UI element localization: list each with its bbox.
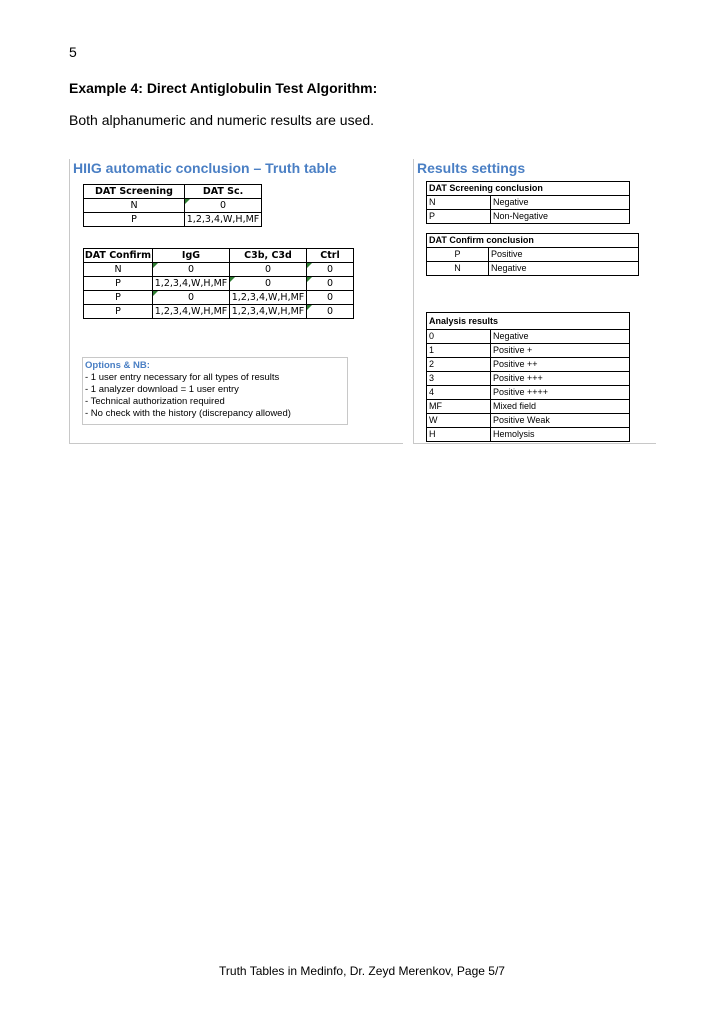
table-row bbox=[84, 277, 354, 291]
table-cell: N bbox=[427, 262, 489, 276]
dat-screening-conclusion-table bbox=[426, 181, 630, 224]
table-cell: 1,2,3,4,W,H,MF bbox=[153, 277, 230, 291]
table-cell: P bbox=[84, 291, 153, 305]
table-row bbox=[84, 305, 354, 319]
table-row bbox=[427, 262, 639, 276]
table-cell: 0 bbox=[307, 305, 354, 319]
analysis-results-table bbox=[426, 312, 630, 442]
table-row bbox=[427, 330, 630, 344]
table-header: DAT Confirm conclusion bbox=[427, 234, 639, 248]
table-cell: P bbox=[427, 248, 489, 262]
table-cell: Negative bbox=[491, 330, 630, 344]
table-row bbox=[427, 248, 639, 262]
table-cell: N bbox=[84, 263, 153, 277]
table-cell: Hemolysis bbox=[491, 428, 630, 442]
table-cell: 1,2,3,4,W,H,MF bbox=[230, 291, 307, 305]
dat-screening-truth-table bbox=[83, 184, 262, 227]
options-item: - 1 user entry necessary for all types of results bbox=[85, 372, 280, 383]
table-cell: H bbox=[427, 428, 491, 442]
table-row bbox=[427, 358, 630, 372]
col-header: DAT Screening bbox=[84, 185, 185, 199]
options-item: - Technical authorization required bbox=[85, 396, 225, 407]
table-cell: 0 bbox=[427, 330, 491, 344]
table-cell: P bbox=[84, 277, 153, 291]
truth-table-panel-title: HIIG automatic conclusion – Truth table bbox=[73, 160, 337, 176]
table-cell: 0 bbox=[307, 263, 354, 277]
intro-text: Both alphanumeric and numeric results are used. bbox=[69, 112, 375, 128]
table-row bbox=[427, 414, 630, 428]
table-cell: Positive ++++ bbox=[491, 386, 630, 400]
table-header: Analysis results bbox=[427, 313, 630, 330]
table-row bbox=[427, 386, 630, 400]
table-cell: Positive ++ bbox=[491, 358, 630, 372]
table-row bbox=[84, 263, 354, 277]
options-item: - No check with the history (discrepancy allowed) bbox=[85, 408, 291, 419]
table-cell: 1,2,3,4,W,H,MF bbox=[230, 305, 307, 319]
table-row bbox=[427, 372, 630, 386]
col-header: Ctrl bbox=[307, 249, 354, 263]
table-row bbox=[427, 196, 630, 210]
table-cell: P bbox=[84, 213, 185, 227]
table-cell: 0 bbox=[153, 263, 230, 277]
section-heading: Example 4: Direct Antiglobulin Test Algorithm: bbox=[69, 80, 378, 96]
results-settings-panel bbox=[413, 159, 656, 444]
table-cell: 2 bbox=[427, 358, 491, 372]
table-cell: Mixed field bbox=[491, 400, 630, 414]
table-cell: P bbox=[84, 305, 153, 319]
table-cell: P bbox=[427, 210, 491, 224]
table-row bbox=[84, 213, 262, 227]
table-cell: MF bbox=[427, 400, 491, 414]
table-cell: W bbox=[427, 414, 491, 428]
table-cell: 3 bbox=[427, 372, 491, 386]
col-header: IgG bbox=[153, 249, 230, 263]
table-row bbox=[427, 428, 630, 442]
table-cell: 0 bbox=[153, 291, 230, 305]
page-number: 5 bbox=[69, 44, 77, 60]
table-cell: Positive +++ bbox=[491, 372, 630, 386]
table-cell: Negative bbox=[489, 262, 639, 276]
options-item: - 1 analyzer download = 1 user entry bbox=[85, 384, 239, 395]
table-cell: N bbox=[84, 199, 185, 213]
table-cell: 1,2,3,4,W,H,MF bbox=[153, 305, 230, 319]
table-cell: 0 bbox=[230, 263, 307, 277]
options-title: Options & NB: bbox=[85, 360, 150, 371]
table-cell: Positive bbox=[489, 248, 639, 262]
dat-confirm-conclusion-table bbox=[426, 233, 639, 276]
results-settings-title: Results settings bbox=[417, 160, 526, 176]
table-cell: 0 bbox=[185, 199, 262, 213]
table-cell: 4 bbox=[427, 386, 491, 400]
table-header: DAT Screening conclusion bbox=[427, 182, 630, 196]
col-header: C3b, C3d bbox=[230, 249, 307, 263]
table-cell: 0 bbox=[307, 291, 354, 305]
table-cell: 0 bbox=[230, 277, 307, 291]
table-cell: Negative bbox=[491, 196, 630, 210]
dat-confirm-truth-table bbox=[83, 248, 354, 319]
table-cell: 0 bbox=[307, 277, 354, 291]
table-cell: Positive Weak bbox=[491, 414, 630, 428]
table-row bbox=[427, 344, 630, 358]
table-row bbox=[84, 199, 262, 213]
table-cell: Non-Negative bbox=[491, 210, 630, 224]
col-header: DAT Sc. bbox=[185, 185, 262, 199]
table-cell: 1,2,3,4,W,H,MF bbox=[185, 213, 262, 227]
table-row bbox=[427, 400, 630, 414]
table-cell: Positive + bbox=[491, 344, 630, 358]
options-box bbox=[82, 357, 348, 425]
table-cell: 1 bbox=[427, 344, 491, 358]
table-cell: N bbox=[427, 196, 491, 210]
table-row bbox=[427, 210, 630, 224]
table-row bbox=[84, 291, 354, 305]
page-footer: Truth Tables in Medinfo, Dr. Zeyd Merenkov, Page 5/7 bbox=[219, 964, 505, 978]
col-header: DAT Confirm bbox=[84, 250, 152, 261]
